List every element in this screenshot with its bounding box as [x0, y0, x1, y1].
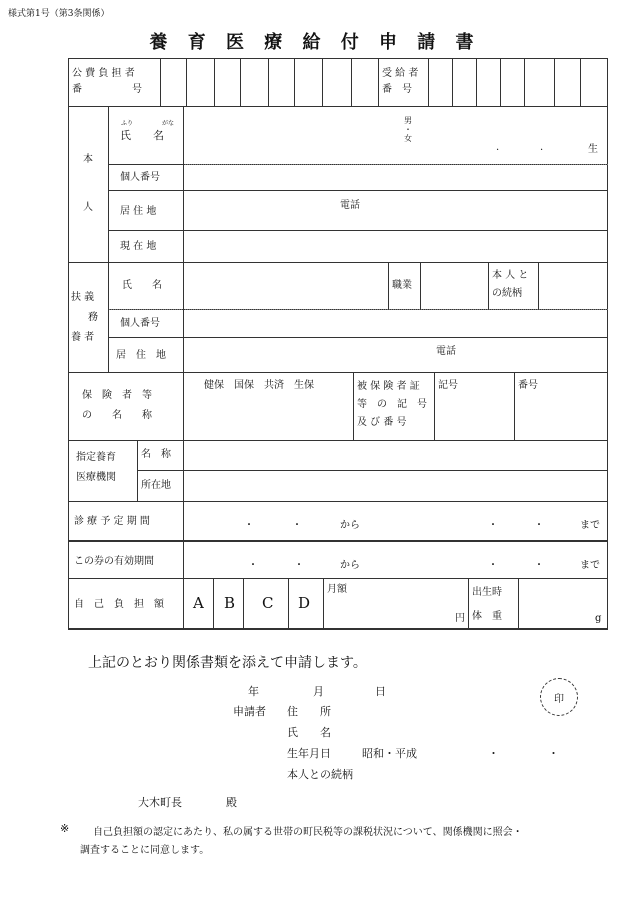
col-line-guardian-label — [108, 262, 109, 372]
recipient-number-label: 受 給 者 — [382, 68, 419, 79]
form-number: 様式第1号（第3条関係） — [8, 9, 110, 19]
guardian-section-label: 養 者 — [71, 332, 95, 343]
monthly-amount-label: 月額 — [327, 584, 347, 595]
copay-grade-d: D — [298, 594, 311, 612]
note-mark: ※ — [60, 822, 70, 835]
col-line-child-field — [183, 106, 184, 262]
child-id-number-label: 個人番号 — [120, 172, 160, 183]
insured-card-label: 被 保 険 者 証 — [357, 381, 420, 392]
applicant-birth-dot: ・ — [488, 747, 499, 760]
col-line-grade-b — [243, 578, 244, 630]
col-line-number — [514, 372, 515, 440]
treatment-period-label: 診 療 予 定 期 間 — [74, 516, 150, 527]
insured-card-label: 及 び 番 号 — [357, 417, 407, 428]
date-month: 月 — [313, 685, 324, 698]
dotted-line-child-ruby — [183, 164, 608, 165]
child-residence-label: 居 住 地 — [120, 206, 157, 217]
col-line-occupation-left — [388, 262, 389, 309]
applicant-birthdate-label: 生年月日 — [287, 747, 331, 760]
table-border-right — [607, 58, 608, 630]
col-line — [186, 58, 187, 106]
seal-label: 印 — [554, 694, 564, 705]
birthdate-separator: . — [496, 142, 500, 153]
col-line — [580, 58, 581, 106]
col-line — [240, 58, 241, 106]
sex-dot: ・ — [404, 125, 412, 134]
symbol-label: 記号 — [438, 380, 458, 391]
col-line — [500, 58, 501, 106]
col-line-guardian-field — [183, 262, 184, 372]
insured-card-label: 等 の 記 号 — [357, 399, 427, 410]
validity-period-label: この券の有効期間 — [74, 556, 154, 567]
institution-address-label: 所在地 — [141, 480, 171, 491]
row-line-guardian-end — [68, 372, 608, 373]
col-line-grade-d — [323, 578, 324, 630]
insurer-name-label: の 名 称 — [82, 410, 152, 421]
sex-female: 女 — [404, 134, 412, 143]
treatment-date-dot: ・ — [488, 520, 498, 531]
copay-grade-a: A — [193, 594, 204, 612]
child-section-label: 本 — [83, 154, 93, 165]
row-line-institution-name — [137, 470, 608, 471]
occupation-label: 職業 — [392, 280, 412, 291]
treatment-date-dot: ・ — [292, 520, 302, 531]
child-name-label: 氏 名 — [120, 129, 164, 142]
col-line-grade-a — [213, 578, 214, 630]
col-line-copay-label — [183, 578, 184, 630]
birth-weight-label: 出生時 — [472, 587, 502, 598]
col-line-validity — [183, 542, 184, 578]
col-line-institution-field — [183, 440, 184, 501]
seal-stamp-area — [540, 678, 578, 716]
birthdate-separator: . — [540, 142, 544, 153]
validity-date-dot: ・ — [488, 560, 498, 571]
date-year: 年 — [248, 685, 259, 698]
guardian-name-label: 氏 名 — [122, 280, 162, 291]
applicant-birth-dot: ・ — [548, 747, 559, 760]
date-day: 日 — [375, 685, 386, 698]
validity-date-dot: ・ — [248, 560, 258, 571]
copay-label: 自 己 負 担 額 — [74, 599, 164, 610]
col-line-child-label — [108, 106, 109, 262]
applicant-name-label: 氏 名 — [287, 726, 331, 739]
col-line-relation-left — [488, 262, 489, 309]
row-line-header — [68, 106, 608, 107]
child-section-label: 人 — [83, 202, 93, 213]
col-line — [378, 58, 379, 106]
col-line-monthly-end — [468, 578, 469, 630]
treatment-date-dot: ・ — [244, 520, 254, 531]
col-line — [322, 58, 323, 106]
row-line-institution-end — [68, 501, 608, 502]
col-line — [351, 58, 352, 106]
col-line — [268, 58, 269, 106]
col-line-birth-weight — [518, 578, 519, 630]
validity-from: から — [340, 560, 360, 571]
col-line-insured-label — [353, 372, 354, 440]
guardian-section-label: 扶 義 — [71, 292, 95, 303]
consent-note-line-2: 調査することに同意します。 — [80, 845, 210, 856]
applicant-era: 昭和・平成 — [362, 747, 417, 760]
table-border-left — [68, 58, 69, 630]
row-line-validity-end — [68, 578, 608, 579]
validity-date-dot: ・ — [294, 560, 304, 571]
application-form-table — [68, 58, 608, 630]
col-line-treatment — [183, 501, 184, 542]
relation-label: の続柄 — [492, 288, 522, 299]
child-name-ruby: がな — [162, 120, 175, 127]
consent-note-line-1: 自己負担額の認定にあたり、私の属する世帯の町民税等の課税状況について、関係機関に照会・ — [93, 827, 523, 838]
col-line-institution-label — [137, 440, 138, 501]
treatment-from: から — [340, 520, 360, 531]
child-current-address-label: 現 在 地 — [120, 241, 157, 252]
birth-suffix: 生 — [588, 144, 598, 155]
col-line — [160, 58, 161, 106]
row-line-child-end — [68, 262, 608, 263]
treatment-date-dot: ・ — [534, 520, 544, 531]
validity-until: まで — [580, 560, 600, 571]
number-label: 番号 — [518, 380, 538, 391]
institution-label: 指定養育 — [76, 452, 116, 463]
col-line-insurer — [183, 372, 184, 440]
applicant-label: 申請者 — [233, 705, 266, 718]
validity-date-dot: ・ — [534, 560, 544, 571]
table-border-bottom — [68, 628, 608, 630]
table-border-top — [68, 58, 608, 59]
child-name-ruby: ふり — [121, 120, 134, 127]
payer-number-label: 公 費 負 担 者 — [72, 68, 135, 79]
guardian-residence-label: 居 住 地 — [116, 350, 166, 361]
copay-grade-b: B — [224, 594, 236, 612]
col-line — [428, 58, 429, 106]
child-phone-label: 電話 — [340, 200, 360, 211]
institution-label: 医療機関 — [76, 472, 116, 483]
addressee: 大木町長 殿 — [138, 796, 237, 809]
page-title: 養 育 医 療 給 付 申 請 書 — [149, 32, 481, 53]
payer-number-label: 番 号 — [72, 84, 142, 95]
col-line — [476, 58, 477, 106]
row-line-insurer-end — [68, 440, 608, 441]
insurer-name-label: 保 険 者 等 — [82, 390, 152, 401]
insurer-types: 健保 国保 共済 生保 — [204, 380, 314, 391]
col-line-relation-right — [538, 262, 539, 309]
applicant-address-label: 住 所 — [287, 705, 331, 718]
relation-label: 本 人 と — [492, 270, 529, 281]
row-line-treatment-end — [68, 540, 608, 542]
guardian-section-label: 務 — [88, 312, 98, 323]
col-line-grade-c — [288, 578, 289, 630]
birth-weight-label: 体 重 — [472, 611, 502, 622]
applicant-relation-label: 本人との続柄 — [287, 768, 353, 781]
col-line-symbol — [434, 372, 435, 440]
treatment-until: まで — [580, 520, 600, 531]
col-line-occupation-right — [420, 262, 421, 309]
guardian-phone-label: 電話 — [436, 346, 456, 357]
col-line — [524, 58, 525, 106]
guardian-id-number-label: 個人番号 — [120, 318, 160, 329]
institution-name-label: 名 称 — [141, 449, 171, 460]
gram-unit: g — [595, 613, 602, 624]
sex-male: 男 — [404, 116, 412, 125]
yen-unit: 円 — [455, 613, 465, 624]
col-line — [452, 58, 453, 106]
recipient-number-label: 番 号 — [382, 84, 412, 95]
col-line — [214, 58, 215, 106]
copay-grade-c: C — [262, 594, 274, 612]
col-line — [294, 58, 295, 106]
application-statement: 上記のとおり関係書類を添えて申請します。 — [88, 655, 367, 671]
col-line — [554, 58, 555, 106]
